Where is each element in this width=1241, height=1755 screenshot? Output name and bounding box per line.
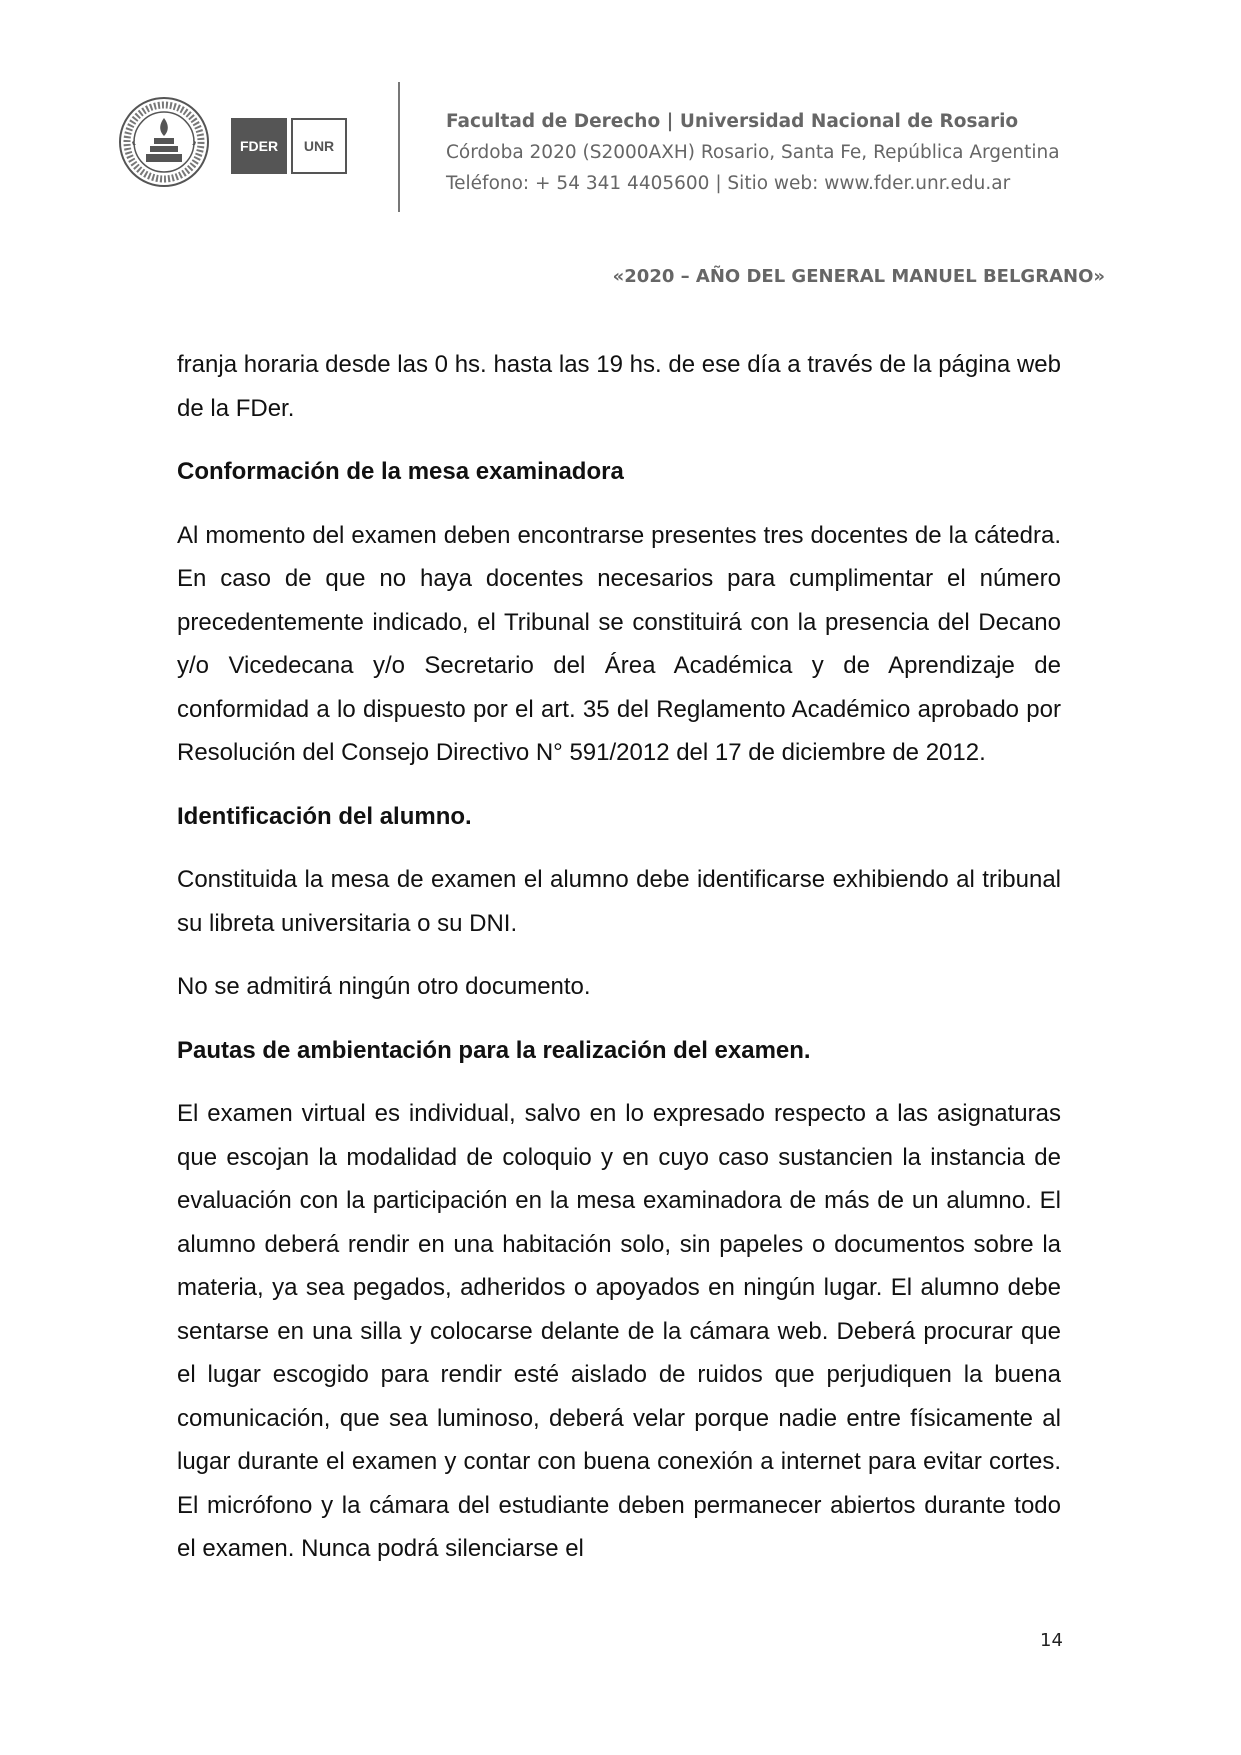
document-body xyxy=(177,343,1061,1591)
paragraph: Constituida la mesa de examen el alumno debe identificarse exhibiendo al tribunal su libreta universitaria o su DNI. xyxy=(177,866,1061,937)
fder-logo: FDER xyxy=(231,118,287,174)
section-heading: Pautas de ambientación para la realización del examen. xyxy=(177,1036,811,1064)
institution-contact: Teléfono: + 54 341 4405600 | Sitio web: www.fder.unr.edu.ar xyxy=(446,173,1011,194)
paragraph: franja horaria desde las 0 hs. hasta las 19 hs. de ese día a través de la página web de la FDer. xyxy=(177,351,1061,422)
paragraph: El examen virtual es individual, salvo en lo expresado respecto a las asignaturas que escojan la modalidad de coloquio y en cuyo caso sustancien la instancia de evaluación con la participación en la mesa examinadora de más de un alumno. El alumno deberá rendir en una habitación solo, sin papeles o documentos sobre la materia, ya sea pegados, adheridos o apoyados en ningún lugar. El alumno debe sentarse en una silla y colocarse delante de la cámara web. Deberá procurar que el lugar escogido para rendir esté aislado de ruidos que perjudiquen la buena comunicación, que sea luminoso, deberá velar porque nadie entre físicamente al lugar durante el examen y contar con buena conexión a internet para evitar cortes. El micrófono y la cámara del estudiante deben permanecer abiertos durante todo el examen. Nunca podrá silenciarse el xyxy=(177,1100,1061,1562)
unr-logo: UNR xyxy=(291,118,347,174)
letterhead xyxy=(0,0,1241,300)
header-divider xyxy=(398,82,400,212)
institution-info xyxy=(446,106,1060,199)
section-heading: Identificación del alumno. xyxy=(177,802,472,830)
year-motto: «2020 – AÑO DEL GENERAL MANUEL BELGRANO» xyxy=(612,266,1105,287)
university-seal-icon xyxy=(118,96,210,188)
institution-name: Facultad de Derecho | Universidad Nacional de Rosario xyxy=(446,111,1019,132)
paragraph: Al momento del examen deben encontrarse presentes tres docentes de la cátedra. En caso de que no haya docentes necesarios para cumplimentar el número precedentemente indicado, el Tribunal se constituirá con la presencia del Decano y/o Vicedecana y/o Secretario del Área Académica y de Aprendizaje de conformidad a lo dispuesto por el art. 35 del Reglamento Académico aprobado por Resolución del Consejo Directivo N° 591/2012 del 17 de diciembre de 2012. xyxy=(177,521,1061,766)
page-number: 14 xyxy=(1040,1630,1063,1651)
section-heading: Conformación de la mesa examinadora xyxy=(177,458,624,485)
paragraph: No se admitirá ningún otro documento. xyxy=(177,973,591,1000)
institution-address: Córdoba 2020 (S2000AXH) Rosario, Santa Fe, República Argentina xyxy=(446,142,1060,163)
